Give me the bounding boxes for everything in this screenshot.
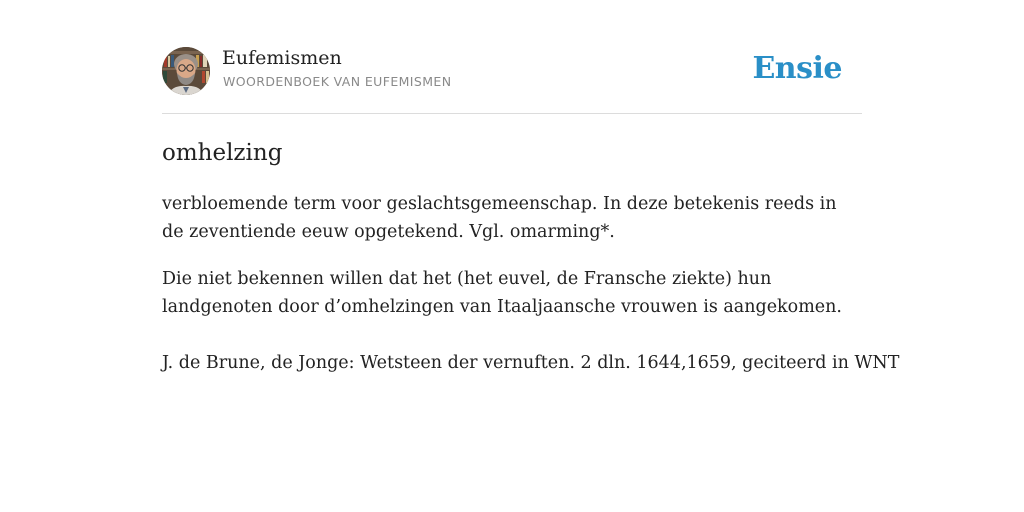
ensie-logo-link[interactable]: Ensie: [752, 51, 842, 86]
entry-title: omhelzing: [162, 140, 283, 166]
author-subtitle: WOORDENBOEK VAN EUFEMISMEN: [223, 74, 452, 89]
entry-source: J. de Brune, de Jonge: Wetsteen der vernuften. 2 dln. 1644,1659, geciteerd in WNT: [162, 353, 900, 373]
avatar[interactable]: [162, 47, 210, 95]
entry-page: [162, 0, 900, 512]
entry-definition: verbloemende term voor geslachtsgemeenschap. In deze betekenis reeds in de zeventiende eeuw opgetekend. Vgl. omarming*.: [162, 194, 837, 242]
author-portrait-icon: [162, 47, 210, 95]
entry-header: [162, 46, 862, 96]
header-divider: [162, 113, 862, 114]
entry-quote: Die niet bekennen willen dat het (het euvel, de Fransche ziekte) hun landgenoten door d’omhelzingen van Itaaljaansche vrouwen is aangekomen.: [162, 269, 842, 317]
author-name[interactable]: Eufemismen: [222, 47, 342, 69]
